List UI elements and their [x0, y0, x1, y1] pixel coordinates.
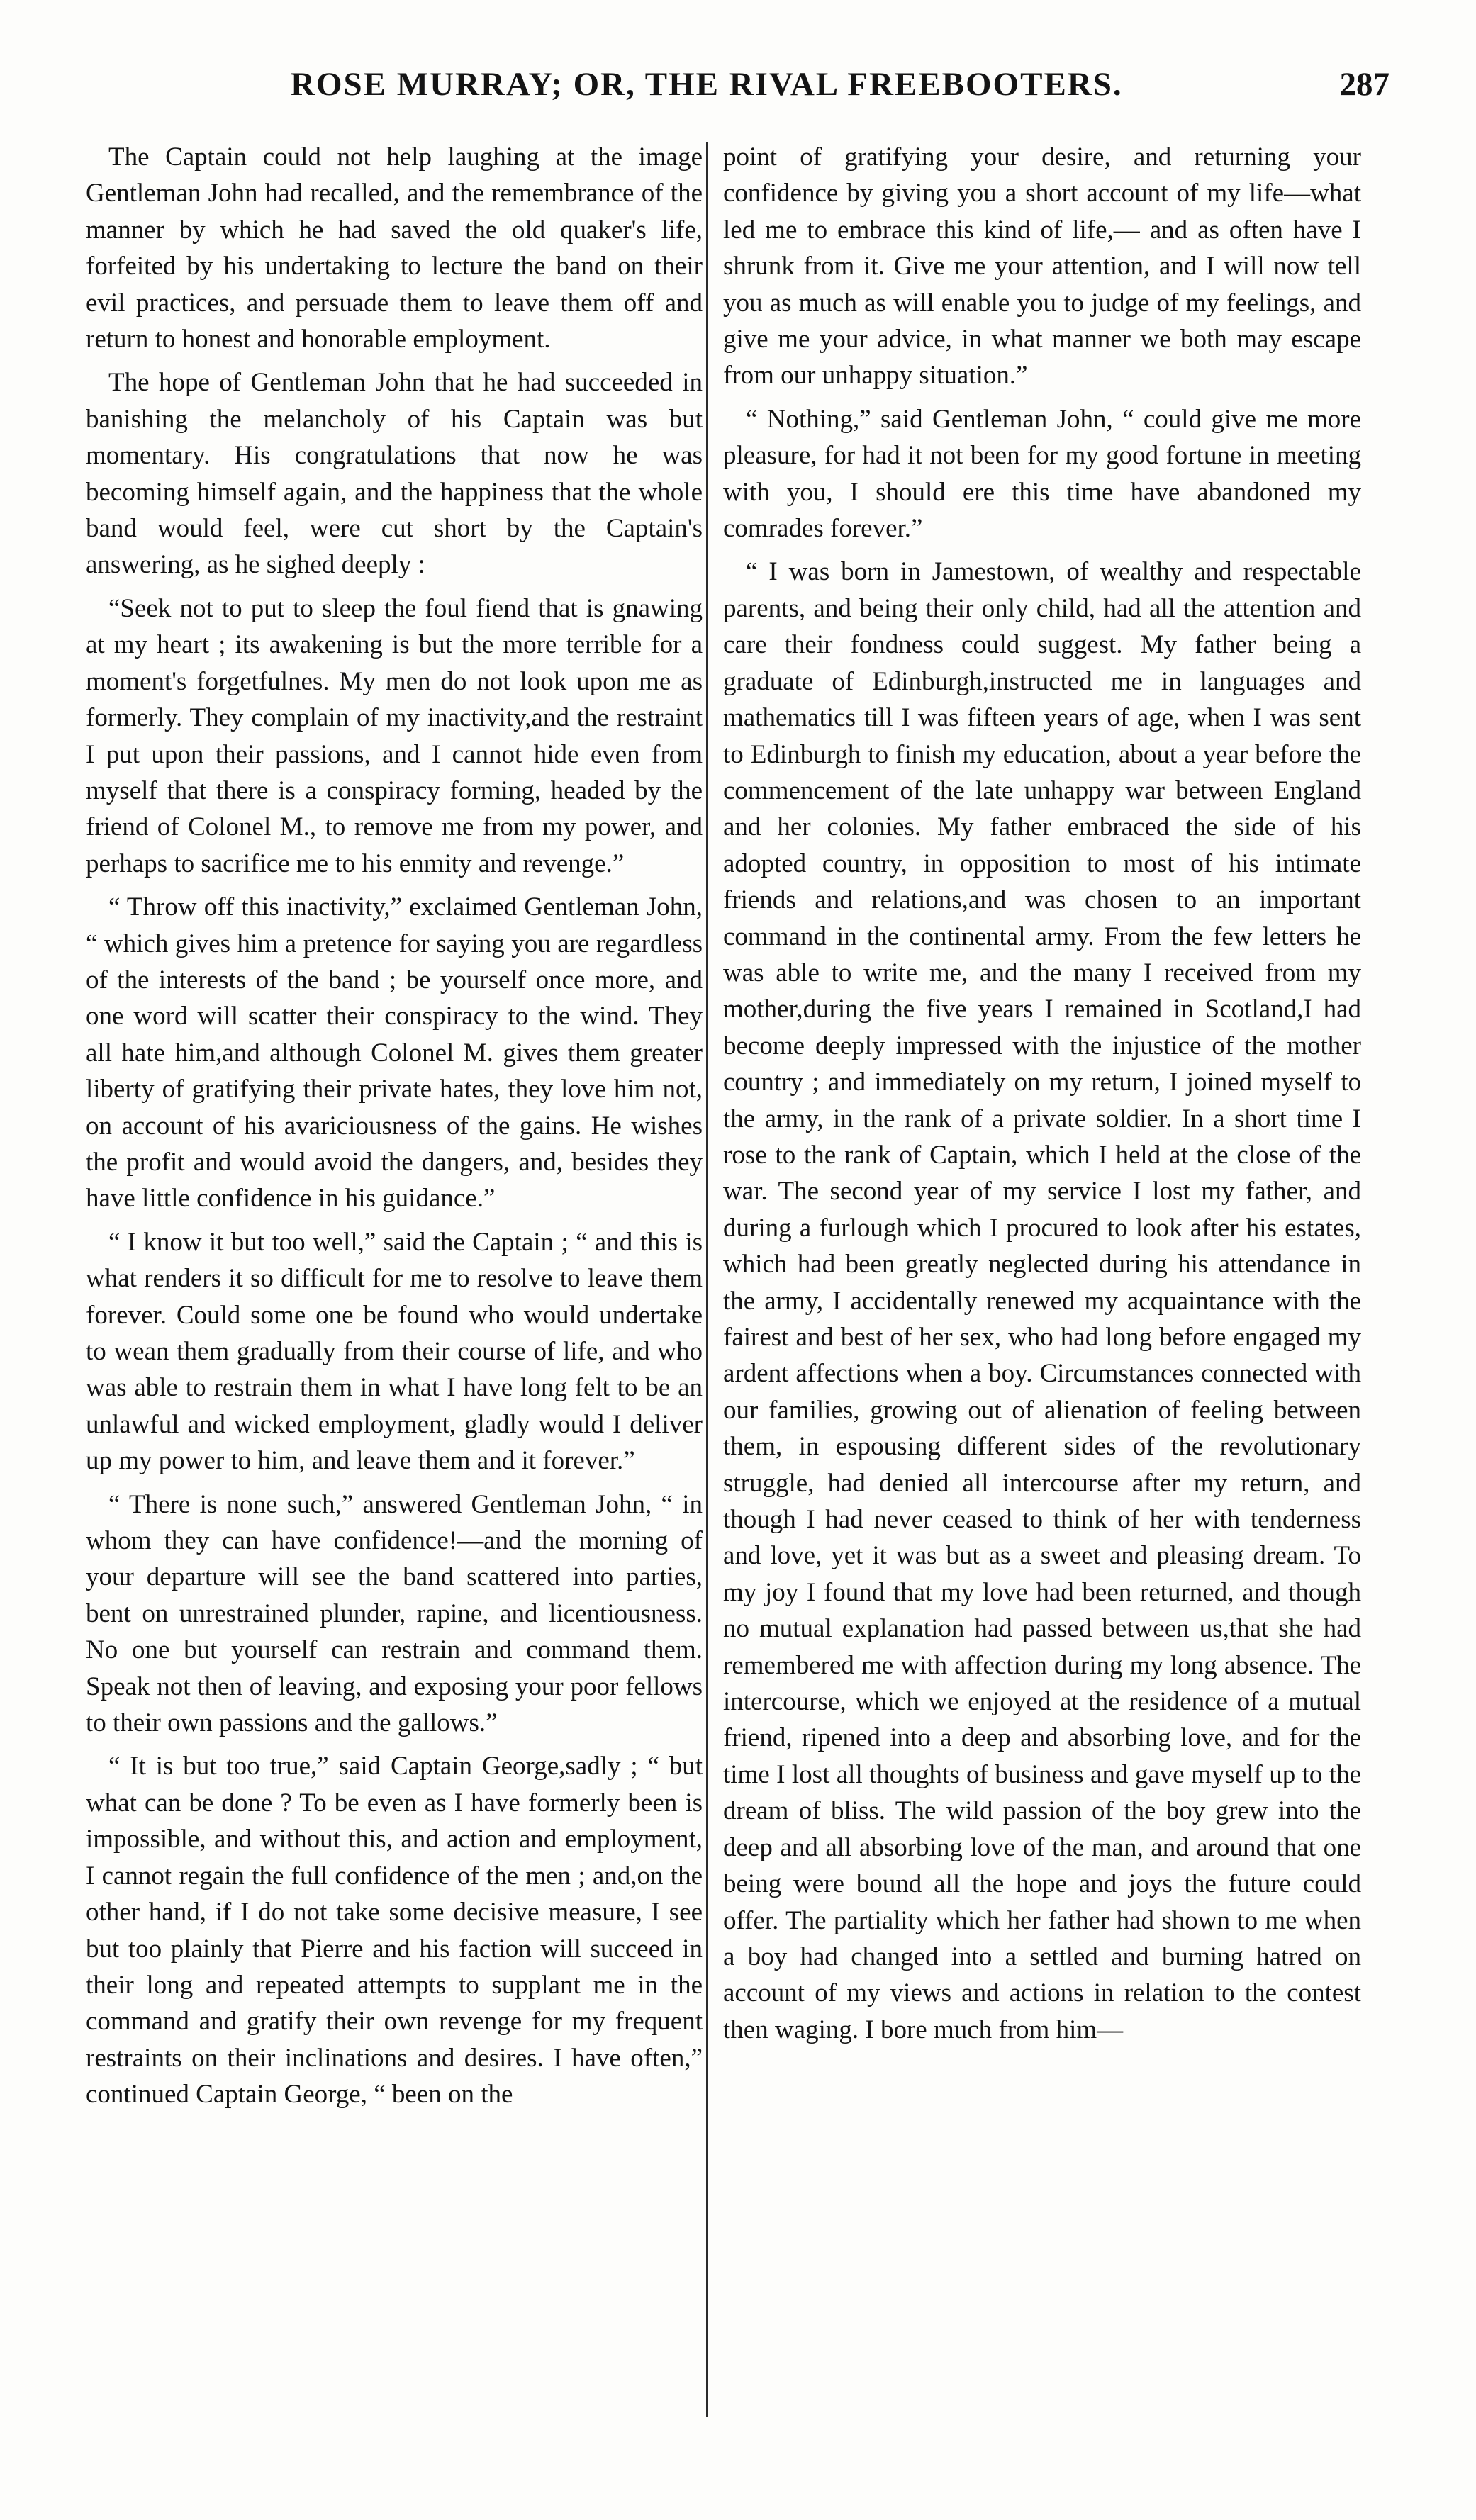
page-number: 287: [1339, 66, 1390, 103]
paragraph: The Captain could not help laughing at the image Gentleman John had recalled, and the remembrance of the manner by which he had saved the old quaker's life, forfeited by his undertaking to lecture the band on their evil practices, and persuade them to leave them off and return to honest and honorable employment.: [86, 142, 703, 354]
paragraph: “ Throw off this inactivity,” exclaimed Gentleman John, “ which gives him a pretence for saying you are regardless of the interests of the band ; be yourself once more, and one word will scatter their conspiracy to the wind. They all hate him,and although Colonel M. gives them greater liberty of gratifying their private hates, they love him not, on account of his avariciousness of the gains. He wishes the profit and would avoid the dangers, and, besides they have little confidence in his guidance.”: [86, 892, 703, 1214]
paragraph: “ Nothing,” said Gentleman John, “ could give me more pleasure, for had it not been for my good fortune in meeting with you, I should ere this time have abandoned my comrades forever.”: [723, 404, 1361, 544]
column-divider: [706, 142, 708, 2417]
right-column: [723, 139, 1361, 2055]
left-column: [86, 139, 703, 2120]
paragraph: “ There is none such,” answered Gentleman John, “ in whom they can have confidence!—and the morning of your departure will see the band scattered into parties, bent on unrestrained plunder, rapine, and licentiousness. No one but yourself can restrain and command them. Speak not then of leaving, and exposing your poor fellows to their own passions and the gallows.”: [86, 1489, 703, 1738]
paragraph: point of gratifying your desire, and returning your confidence by giving you a short account of my life—what led me to embrace this kind of life,— and as often have I shrunk from it. Give me your attention, and I will now tell you as much as will enable you to judge of my feelings, and give me your advice, in what manner we both may escape from our unhappy situation.”: [723, 142, 1361, 391]
running-title: ROSE MURRAY; OR, THE RIVAL FREEBOOTERS.: [291, 66, 1123, 103]
paragraph: “ It is but too true,” said Captain George,sadly ; “ but what can be done ? To be even as I have formerly been is impossible, and without this, and action and employment, I cannot regain the full confidence of the men ; and,on the other hand, if I do not take some decisive measure, I see but too plainly that Pierre and his faction will succeed in their long and repeated attempts to supplant me in the command and gratify their own revenge for my frequent restraints on their inclinations and desires. I have often,” continued Captain George, “ been on the: [86, 1752, 703, 2110]
paragraph: “ I know it but too well,” said the Captain ; “ and this is what renders it so difficult for me to resolve to leave them forever. Could some one be found who would undertake to wean them gradually from their course of life, and who was able to restrain them in what I have long felt to be an unlawful and wicked employment, gladly would I deliver up my power to him, and leave them and it forever.”: [86, 1227, 703, 1476]
paragraph: The hope of Gentleman John that he had succeeded in banishing the melancholy of his Captain was but momentary. His congratulations that now he was becoming himself again, and the happiness that the whole band would feel, were cut short by the Captain's answering, as he sighed deeply :: [86, 368, 703, 580]
paragraph: “Seek not to put to sleep the foul fiend that is gnawing at my heart ; its awakening is but the more terrible for a moment's forgetfulnes. My men do not look upon me as formerly. They complain of my inactivity,and the restraint I put upon their passions, and I cannot hide even from myself that there is a conspiracy forming, headed by the friend of Colonel M., to remove me from my power, and perhaps to sacrifice me to his enmity and revenge.”: [86, 593, 703, 878]
paragraph: “ I was born in Jamestown, of wealthy and respectable parents, and being their only child, had all the attention and care their fondness could suggest. My father being a graduate of Edinburgh,instructed me in languages and mathematics till I was fifteen years of age, when I was sent to Edinburgh to finish my education, about a year before the commencement of the late unhappy war between England and her colonies. My father embraced the side of his adopted country, in opposition to most of his intimate friends and relations,and was chosen to an important command in the continental army. From the few letters he was able to write me, and the many I received from my mother,during the five years I remained in Scotland,I had become deeply impressed with the injustice of the mother country ; and immediately on my return, I joined myself to the army, in the rank of a private soldier. In a short time I rose to the rank of Captain, which I held at the close of the war. The second year of my service I lost my father, and during a furlough which I procured to look after his estates, which had been greatly neglected during his attendance in the army, I accidentally renewed my acquaintance with the fairest and best of her sex, who had long before engaged my ardent affections when a boy. Circumstances connected with our families, growing out of alienation of feeling between them, in espousing different sides of the revolutionary struggle, had denied all intercourse after my return, and though I had never ceased to think of her with tenderness and love, yet it was but as a sweet and pleasing dream. To my joy I found that my love had been returned, and though no mutual explanation had passed between us,that she had remembered me with affection during my long absence. The intercourse, which we enjoyed at the residence of a mutual friend, ripened into a deep and absorbing love, and for the time I lost all thoughts of business and gave myself up to the dream of bliss. The wild passion of the boy grew into the deep and all absorbing love of the man, and around that one being were bound all the hope and joys the future could offer. The partiality which her father had shown to me when a boy had changed into a settled and burning hatred on account of my views and actions in relation to the contest then waging. I bore much from him—: [723, 557, 1361, 2044]
running-head: [85, 65, 1390, 115]
